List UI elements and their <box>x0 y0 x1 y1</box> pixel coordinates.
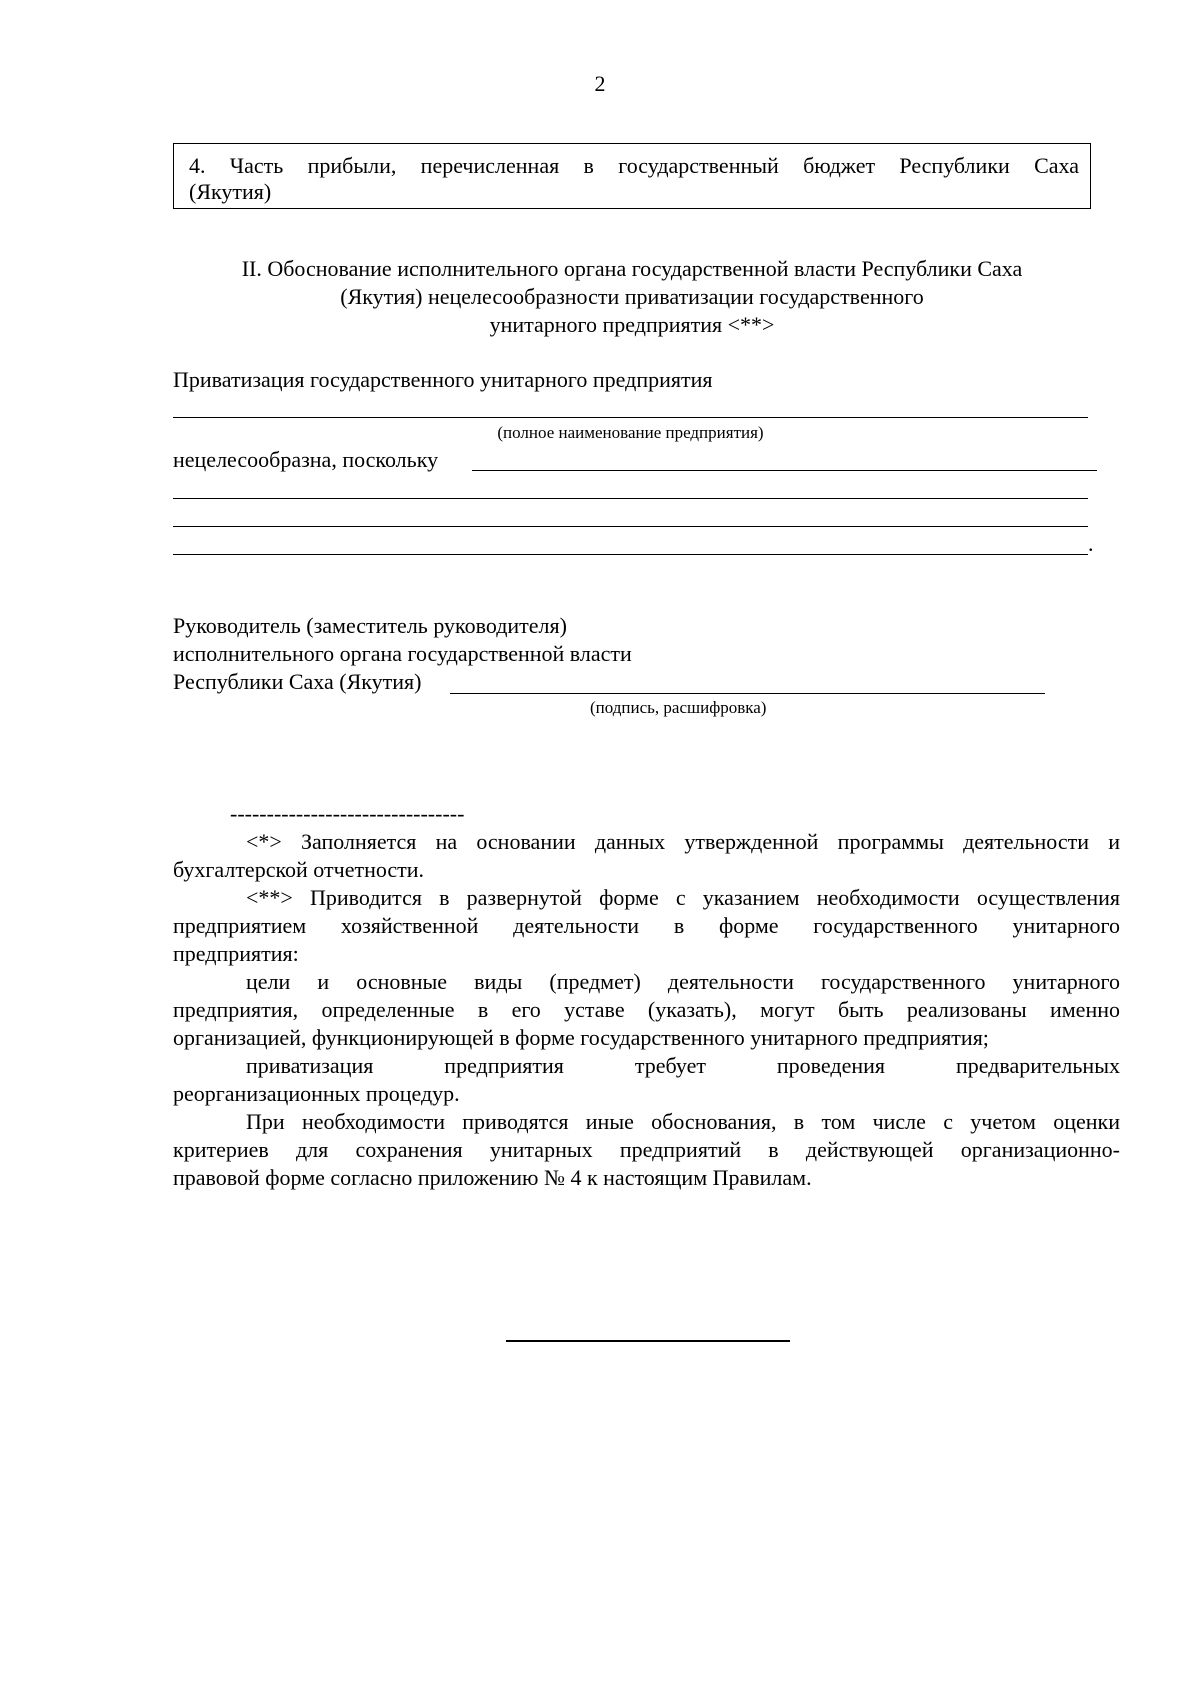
form-intro: Приватизация государственного унитарного предприятия <box>173 367 713 392</box>
reason-field-1[interactable] <box>472 470 1097 471</box>
reason-period: . <box>1088 531 1094 556</box>
footnote2-line1: <**> Приводится в развернутой форме с указанием необходимости осуществления <box>246 885 1120 910</box>
reason-field-4[interactable] <box>173 554 1088 555</box>
footnote2-line3: предприятия: <box>173 941 299 966</box>
signature-field[interactable] <box>450 693 1045 694</box>
bullet1-line3: организацией, функционирующей в форме государственного унитарного предприятия; <box>173 1025 989 1050</box>
table-row-text-line2: (Якутия) <box>189 179 272 204</box>
bullet2-line1: приватизация предприятия требует проведения предварительных <box>246 1053 1120 1078</box>
page-number: 2 <box>594 71 606 96</box>
signature-line2: исполнительного органа государственной власти <box>173 641 632 666</box>
end-rule <box>506 1340 790 1342</box>
bullet1-line1: цели и основные виды (предмет) деятельности государственного унитарного <box>246 969 1120 994</box>
footnote1-line2: бухгалтерской отчетности. <box>173 857 425 882</box>
signature-caption: (подпись, расшифровка) <box>590 698 767 717</box>
closing-para-line1: При необходимости приводятся иные обоснования, в том числе с учетом оценки <box>246 1109 1120 1134</box>
closing-para-line3: правовой форме согласно приложению № 4 к настоящим Правилам. <box>173 1165 812 1190</box>
reason-label: нецелесообразна, поскольку <box>173 447 439 472</box>
signature-line1: Руководитель (заместитель руководителя) <box>173 613 567 638</box>
footnote2-line2: предприятием хозяйственной деятельности в форме государственного унитарного <box>173 913 1120 938</box>
reason-field-3[interactable] <box>173 526 1088 527</box>
footnote1-line1: <*> Заполняется на основании данных утвержденной программы деятельности и <box>246 829 1120 854</box>
reason-field-2[interactable] <box>173 498 1088 499</box>
section-title-line3: унитарного предприятия <**> <box>489 312 775 337</box>
enterprise-name-caption: (полное наименование предприятия) <box>497 423 764 442</box>
bullet2-line2: реорганизационных процедур. <box>173 1081 460 1106</box>
closing-para-line2: критериев для сохранения унитарных предприятий в действующей организационно- <box>173 1137 1120 1162</box>
table-row-text-line1: 4. Часть прибыли, перечисленная в государственный бюджет Республики Саха <box>189 153 1079 178</box>
section-title-line2: (Якутия) нецелесообразности приватизации государственного <box>340 284 924 309</box>
footnote-separator: -------------------------------- <box>230 801 465 826</box>
table-row-box <box>173 143 1091 209</box>
section-title-line1: II. Обоснование исполнительного органа государственной власти Республики Саха <box>241 256 1023 281</box>
enterprise-name-field[interactable] <box>173 417 1088 418</box>
signature-line3: Республики Саха (Якутия) <box>173 669 422 694</box>
bullet1-line2: предприятия, определенные в его уставе (указать), могут быть реализованы именно <box>173 997 1120 1022</box>
